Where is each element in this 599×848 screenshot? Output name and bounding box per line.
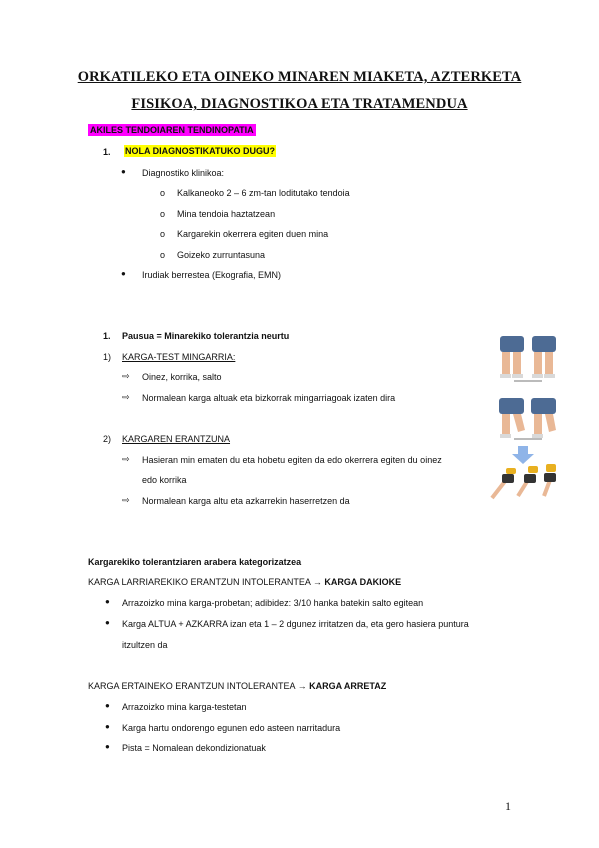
- step-number: 1.: [103, 331, 111, 341]
- kargaren-erantzuna-title: KARGAREN ERANTZUNA: [122, 434, 231, 444]
- document-title-line1: ORKATILEKO ETA OINEKO MINAREN MIAKETA, AZTERKETA: [77, 69, 522, 85]
- legs-standing-figure: [494, 332, 562, 384]
- karga-test-item: Oinez, korrika, salto: [142, 372, 222, 382]
- bullet-icon: ●: [105, 742, 110, 751]
- legs-hopping-figure: [494, 392, 562, 442]
- circle-bullet-icon: o: [160, 250, 166, 260]
- imaging-item: Irudiak berrestea (Ekografia, EMN): [142, 270, 282, 280]
- category-1-label: KARGA LARRIAREKIKO ERANTZUN INTOLERANTEA: [88, 577, 311, 587]
- circle-bullet-icon: o: [160, 209, 166, 219]
- page-number: 1: [505, 799, 511, 813]
- diag-item: Mina tendoia haztatzean: [177, 209, 276, 219]
- category-1-item: Arrazoizko mina karga-probetan; adibidez: 3/10 hanka batekin salto egitean: [122, 598, 424, 608]
- category-2-label: KARGA ERTAINEKO ERANTZUN INTOLERANTEA: [88, 681, 296, 691]
- category-1-item-cont: itzultzen da: [122, 640, 168, 650]
- bullet-icon: ●: [105, 597, 110, 606]
- category-2-item: Arrazoizko mina karga-testetan: [122, 702, 247, 712]
- bullet-icon: ●: [105, 701, 110, 710]
- step-heading: Pausua = Minarekiko tolerantzia neurtu: [122, 331, 290, 341]
- diag-item: Goizeko zurruntasuna: [177, 250, 266, 260]
- section-heading-text: AKILES TENDOIAREN TENDINOPATIA: [90, 125, 254, 135]
- category-1-result: KARGA DAKIOKE: [324, 577, 402, 587]
- bullet-icon: ●: [121, 269, 126, 278]
- kargaren-erantzuna-item-cont: edo korrika: [142, 475, 187, 485]
- arrow-icon: ⇨: [122, 495, 130, 505]
- karga-test-title: KARGA-TEST MINGARRIA:: [122, 352, 236, 362]
- category-2-heading: [88, 681, 386, 691]
- kargaren-erantzuna-item: Hasieran min ematen du eta hobetu egiten da edo okerrera egiten du oinez: [142, 455, 442, 465]
- karga-test-item: Normalean karga altuak eta bizkorrak mingarriagoak izaten dira: [142, 393, 396, 403]
- diag-label: Diagnostiko klinikoa:: [142, 168, 225, 178]
- arrow-icon: ⇨: [122, 371, 130, 381]
- subsection-number: 1): [103, 352, 112, 362]
- section-heading: [88, 125, 256, 135]
- category-2-item: Karga hartu ondorengo egunen edo asteen narritadura: [122, 723, 341, 733]
- diag-item: Kalkaneoko 2 – 6 zm-tan loditutako tendoia: [177, 188, 350, 198]
- subsection-number: 2): [103, 434, 112, 444]
- bullet-icon: ●: [105, 722, 110, 731]
- question-heading: [124, 146, 276, 156]
- circle-bullet-icon: o: [160, 188, 166, 198]
- diag-item: Kargarekin okerrera egiten duen mina: [177, 229, 329, 239]
- jumping-sequence-figure: [488, 446, 564, 504]
- bullet-icon: ●: [105, 618, 110, 627]
- question-heading-text: NOLA DIAGNOSTIKATUKO DUGU?: [125, 146, 275, 156]
- category-1-item: Karga ALTUA + AZKARRA izan eta 1 – 2 dgunez irritatzen da, eta gero hasiera puntura: [122, 619, 469, 629]
- right-arrow-icon: →: [312, 577, 322, 587]
- right-arrow-icon: →: [297, 681, 307, 691]
- document-title-line2: FISIKOA, DIAGNOSTIKOA ETA TRATAMENDUA: [131, 96, 468, 112]
- category-1-heading: [88, 577, 401, 587]
- category-2-result: KARGA ARRETAZ: [309, 681, 387, 691]
- arrow-icon: ⇨: [122, 392, 130, 402]
- arrow-icon: ⇨: [122, 454, 130, 464]
- category-2-item: Pista = Nomalean dekondizionatuak: [122, 743, 266, 753]
- circle-bullet-icon: o: [160, 229, 166, 239]
- categorization-title: Kargarekiko tolerantziaren arabera kategorizatzea: [88, 557, 302, 567]
- kargaren-erantzuna-item: Normalean karga altu eta azkarrekin haserretzen da: [142, 496, 350, 506]
- bullet-icon: ●: [121, 167, 126, 176]
- question-number: 1.: [103, 147, 111, 157]
